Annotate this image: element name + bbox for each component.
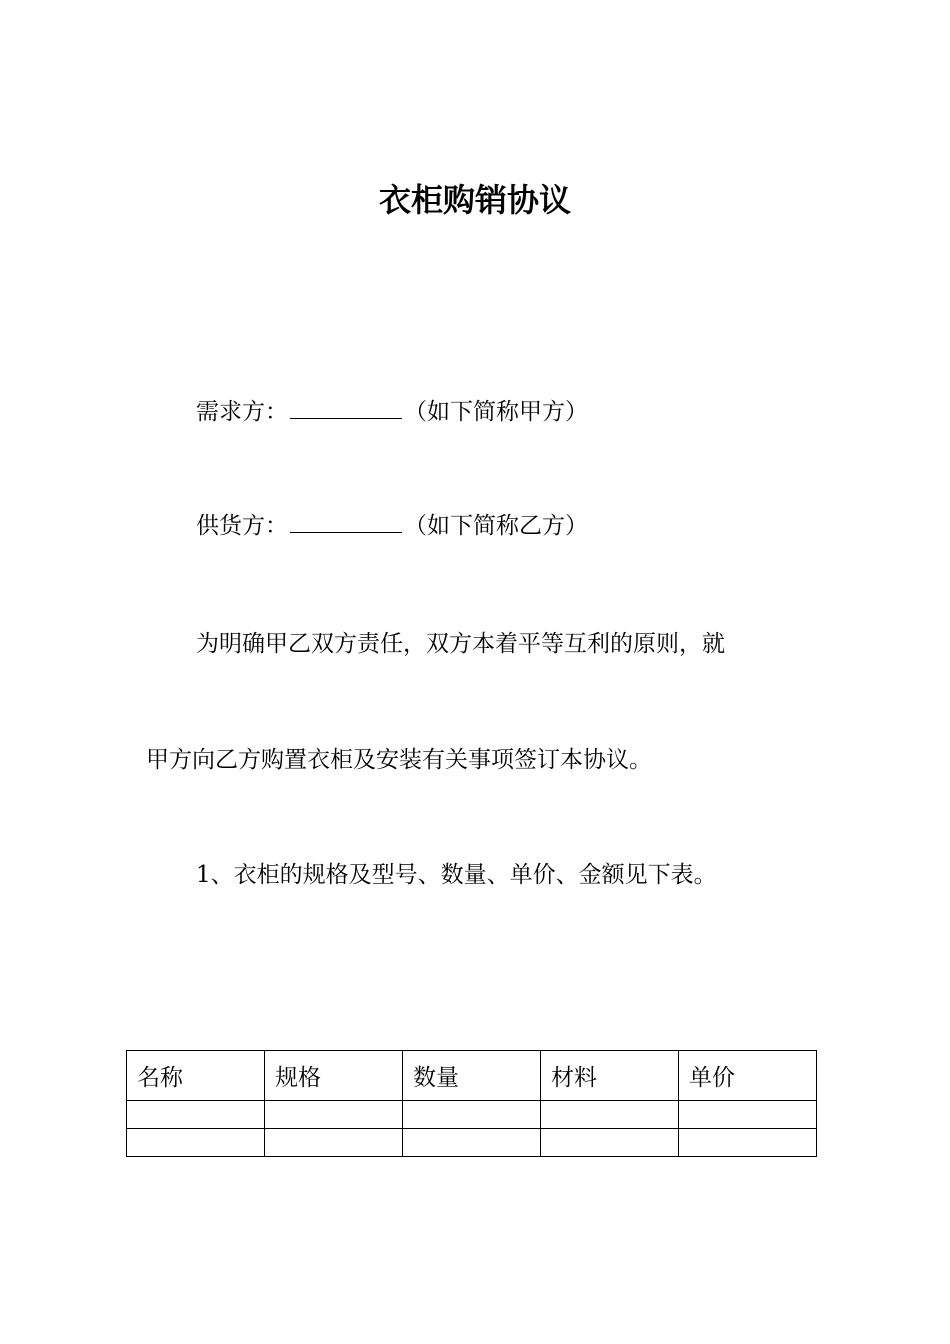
- header-unit-price: 单价: [679, 1051, 817, 1101]
- document-title: 衣柜购销协议: [378, 181, 571, 219]
- buyer-line: [196, 395, 588, 429]
- buyer-label: 需求方：: [196, 399, 288, 425]
- table-header-row: [127, 1051, 817, 1101]
- table-cell: [265, 1101, 403, 1129]
- intro-line-1: 为明确甲乙双方责任，双方本着平等互利的原则，就: [196, 631, 725, 657]
- spec-table: [126, 1050, 817, 1157]
- table-cell: [127, 1101, 265, 1129]
- header-spec: 规格: [265, 1051, 403, 1101]
- table-cell: [679, 1101, 817, 1129]
- header-material: 材料: [541, 1051, 679, 1101]
- header-quantity: 数量: [403, 1051, 541, 1101]
- table-cell: [265, 1129, 403, 1157]
- supplier-label: 供货方：: [196, 513, 288, 539]
- table-cell: [541, 1129, 679, 1157]
- buyer-note: （如下简称甲方）: [404, 399, 588, 425]
- supplier-note: （如下简称乙方）: [404, 513, 588, 539]
- table-cell: [403, 1101, 541, 1129]
- buyer-blank-field: [290, 398, 402, 419]
- intro-line-2: 甲方向乙方购置衣柜及安装有关事项签订本协议。: [146, 747, 652, 773]
- table-row: [127, 1129, 817, 1157]
- clause-1: 1、衣柜的规格及型号、数量、单价、金额见下表。: [196, 862, 717, 888]
- table-cell: [541, 1101, 679, 1129]
- header-name: 名称: [127, 1051, 265, 1101]
- table-cell: [679, 1129, 817, 1157]
- table-cell: [403, 1129, 541, 1157]
- table-row: [127, 1101, 817, 1129]
- supplier-blank-field: [290, 512, 402, 533]
- table-cell: [127, 1129, 265, 1157]
- supplier-line: [196, 509, 588, 543]
